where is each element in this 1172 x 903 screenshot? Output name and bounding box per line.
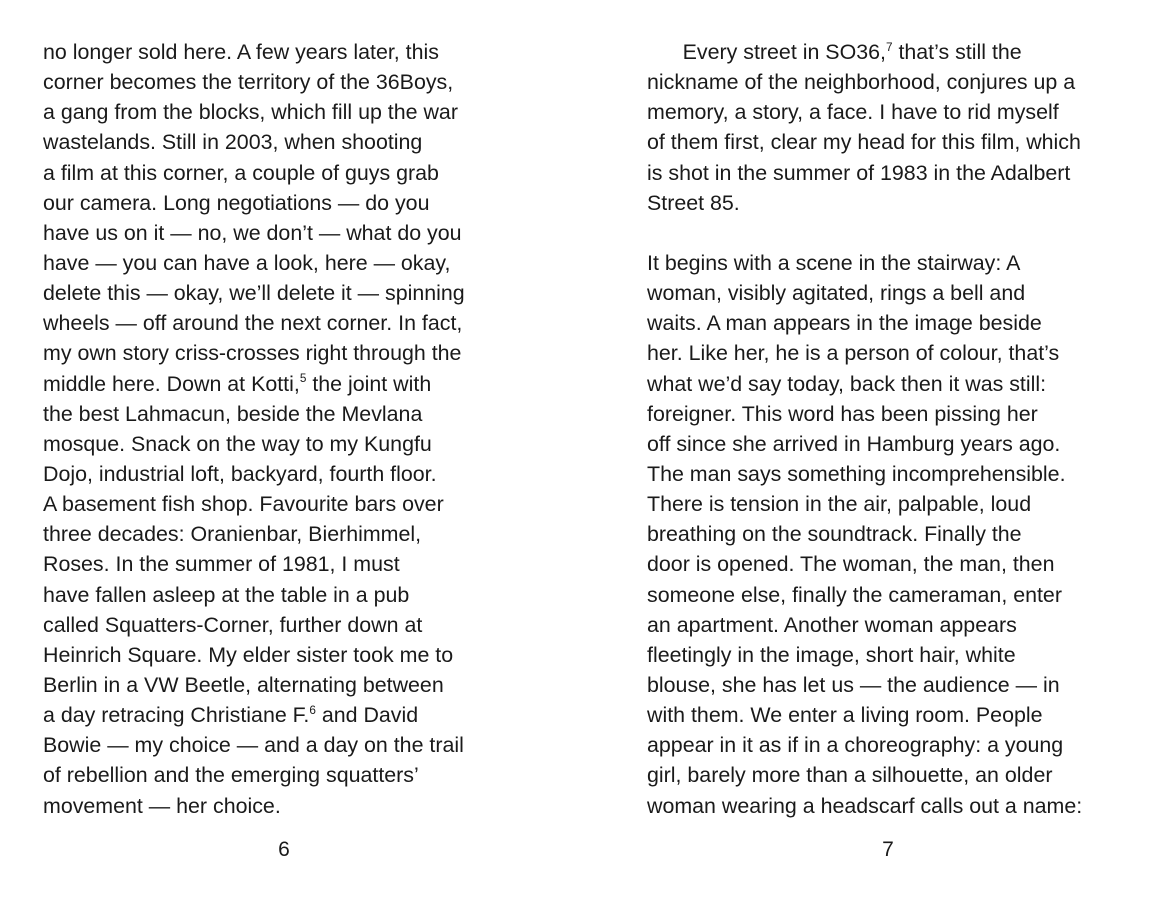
left-page-text-line: movement — her choice. [43,793,281,818]
left-page-text-line: mosque. Snack on the way to my Kungfu [43,431,432,456]
left-page-text-line: corner becomes the territory of the 36Boys, [43,70,454,95]
right-page-text-line: breathing on the soundtrack. Finally the [647,522,1022,547]
left-page-text-line: have us on it — no, we don’t — what do you [43,220,462,245]
right-page-text-line: of them first, clear my head for this film, which [647,130,1081,155]
left-page-text-line: a film at this corner, a couple of guys grab [43,160,439,185]
footnote-marker: 7 [885,40,893,54]
right-page-text-line: appear in it as if in a choreography: a young [647,733,1064,758]
right-page-text-line: door is opened. The woman, the man, then [647,552,1055,577]
left-page-text-line: our camera. Long negotiations — do you [43,190,430,215]
right-page-text-line: fleetingly in the image, short hair, white [647,642,1016,667]
left-page-text-line: of rebellion and the emerging squatters’ [43,763,419,788]
right-page-text-line: what we’d say today, back then it was still: [647,371,1047,396]
right-page-text-line: blouse, she has let us — the audience — in [647,672,1060,697]
right-page-text-line: woman wearing a headscarf calls out a name: [647,793,1083,818]
left-page-text-line: no longer sold here. A few years later, this [43,40,439,64]
left-page-text-line: wastelands. Still in 2003, when shooting [43,130,423,155]
left-page-text-line: A basement fish shop. Favourite bars over [43,492,444,517]
right-page-text-line: woman, visibly agitated, rings a bell and [647,281,1026,306]
right-page-text-line: Every street in SO36,$^7$ that’s still the [647,40,1022,64]
right-page-text-line: is shot in the summer of 1983 in the Adalbert [647,160,1071,185]
left-page-text-line: wheels — off around the next corner. In fact, [43,311,463,336]
left-page-text-line: three decades: Oranienbar, Bierhimmel, [43,522,422,547]
left-page-text [43,37,563,821]
left-page-text-line: have — you can have a look, here — okay, [43,250,451,275]
footnote-marker: 5 [299,372,307,386]
right-page-text-line: off since she arrived in Hamburg years ago. [647,431,1061,456]
left-page-text-line: Bowie — my choice — and a day on the trail [43,733,464,758]
right-page-text-line: nickname of the neighborhood, conjures up a [647,70,1076,95]
right-page-number: 7 [882,838,894,861]
right-page-text-line: her. Like her, he is a person of colour, that’s [647,341,1060,366]
left-page-text-line: Roses. In the summer of 1981, I must [43,552,400,577]
left-page-text-line: middle here. Down at Kotti,$^5$ the joint with [43,371,432,396]
left-page-text-line: Berlin in a VW Beetle, alternating between [43,672,444,697]
right-page-text-line: The man says something incomprehensible. [647,461,1066,486]
left-page-text-line: Dojo, industrial loft, backyard, fourth floor. [43,461,437,486]
footnote-marker: 6 [309,703,316,717]
left-page-text-line: have fallen asleep at the table in a pub [43,582,410,607]
right-page-text-line: with them. We enter a living room. People [647,703,1043,728]
left-page-text-line: my own story criss-crosses right through the [43,341,462,366]
right-page-text-line: someone else, finally the cameraman, enter [647,582,1062,607]
left-page-text-line: a gang from the blocks, which fill up the war [43,100,458,125]
right-page [586,0,1172,903]
right-page-text-line: an apartment. Another woman appears [647,612,1017,637]
left-page-text-line: the best Lahmacun, beside the Mevlana [43,401,423,426]
right-page-text-line: foreigner. This word has been pissing her [647,401,1038,426]
right-page-text [647,37,1167,821]
right-page-text-line: It begins with a scene in the stairway: A [647,250,1021,275]
right-page-text-line: memory, a story, a face. I have to rid myself [647,100,1059,125]
left-page-text-line: Heinrich Square. My elder sister took me to [43,642,454,667]
right-page-paragraph-break [647,218,1167,248]
left-page-text-line: called Squatters-Corner, further down at [43,612,423,637]
left-page-number: 6 [278,838,290,861]
left-page-text-line: a day retracing Christiane F.$^6$ and David [43,703,419,728]
right-page-text-line: waits. A man appears in the image beside [647,311,1042,336]
right-page-text-line: girl, barely more than a silhouette, an older [647,763,1053,788]
right-page-text-line: Street 85. [647,190,740,215]
left-page-text-line: delete this — okay, we’ll delete it — spinning [43,281,465,306]
right-page-text-line: There is tension in the air, palpable, loud [647,492,1032,517]
